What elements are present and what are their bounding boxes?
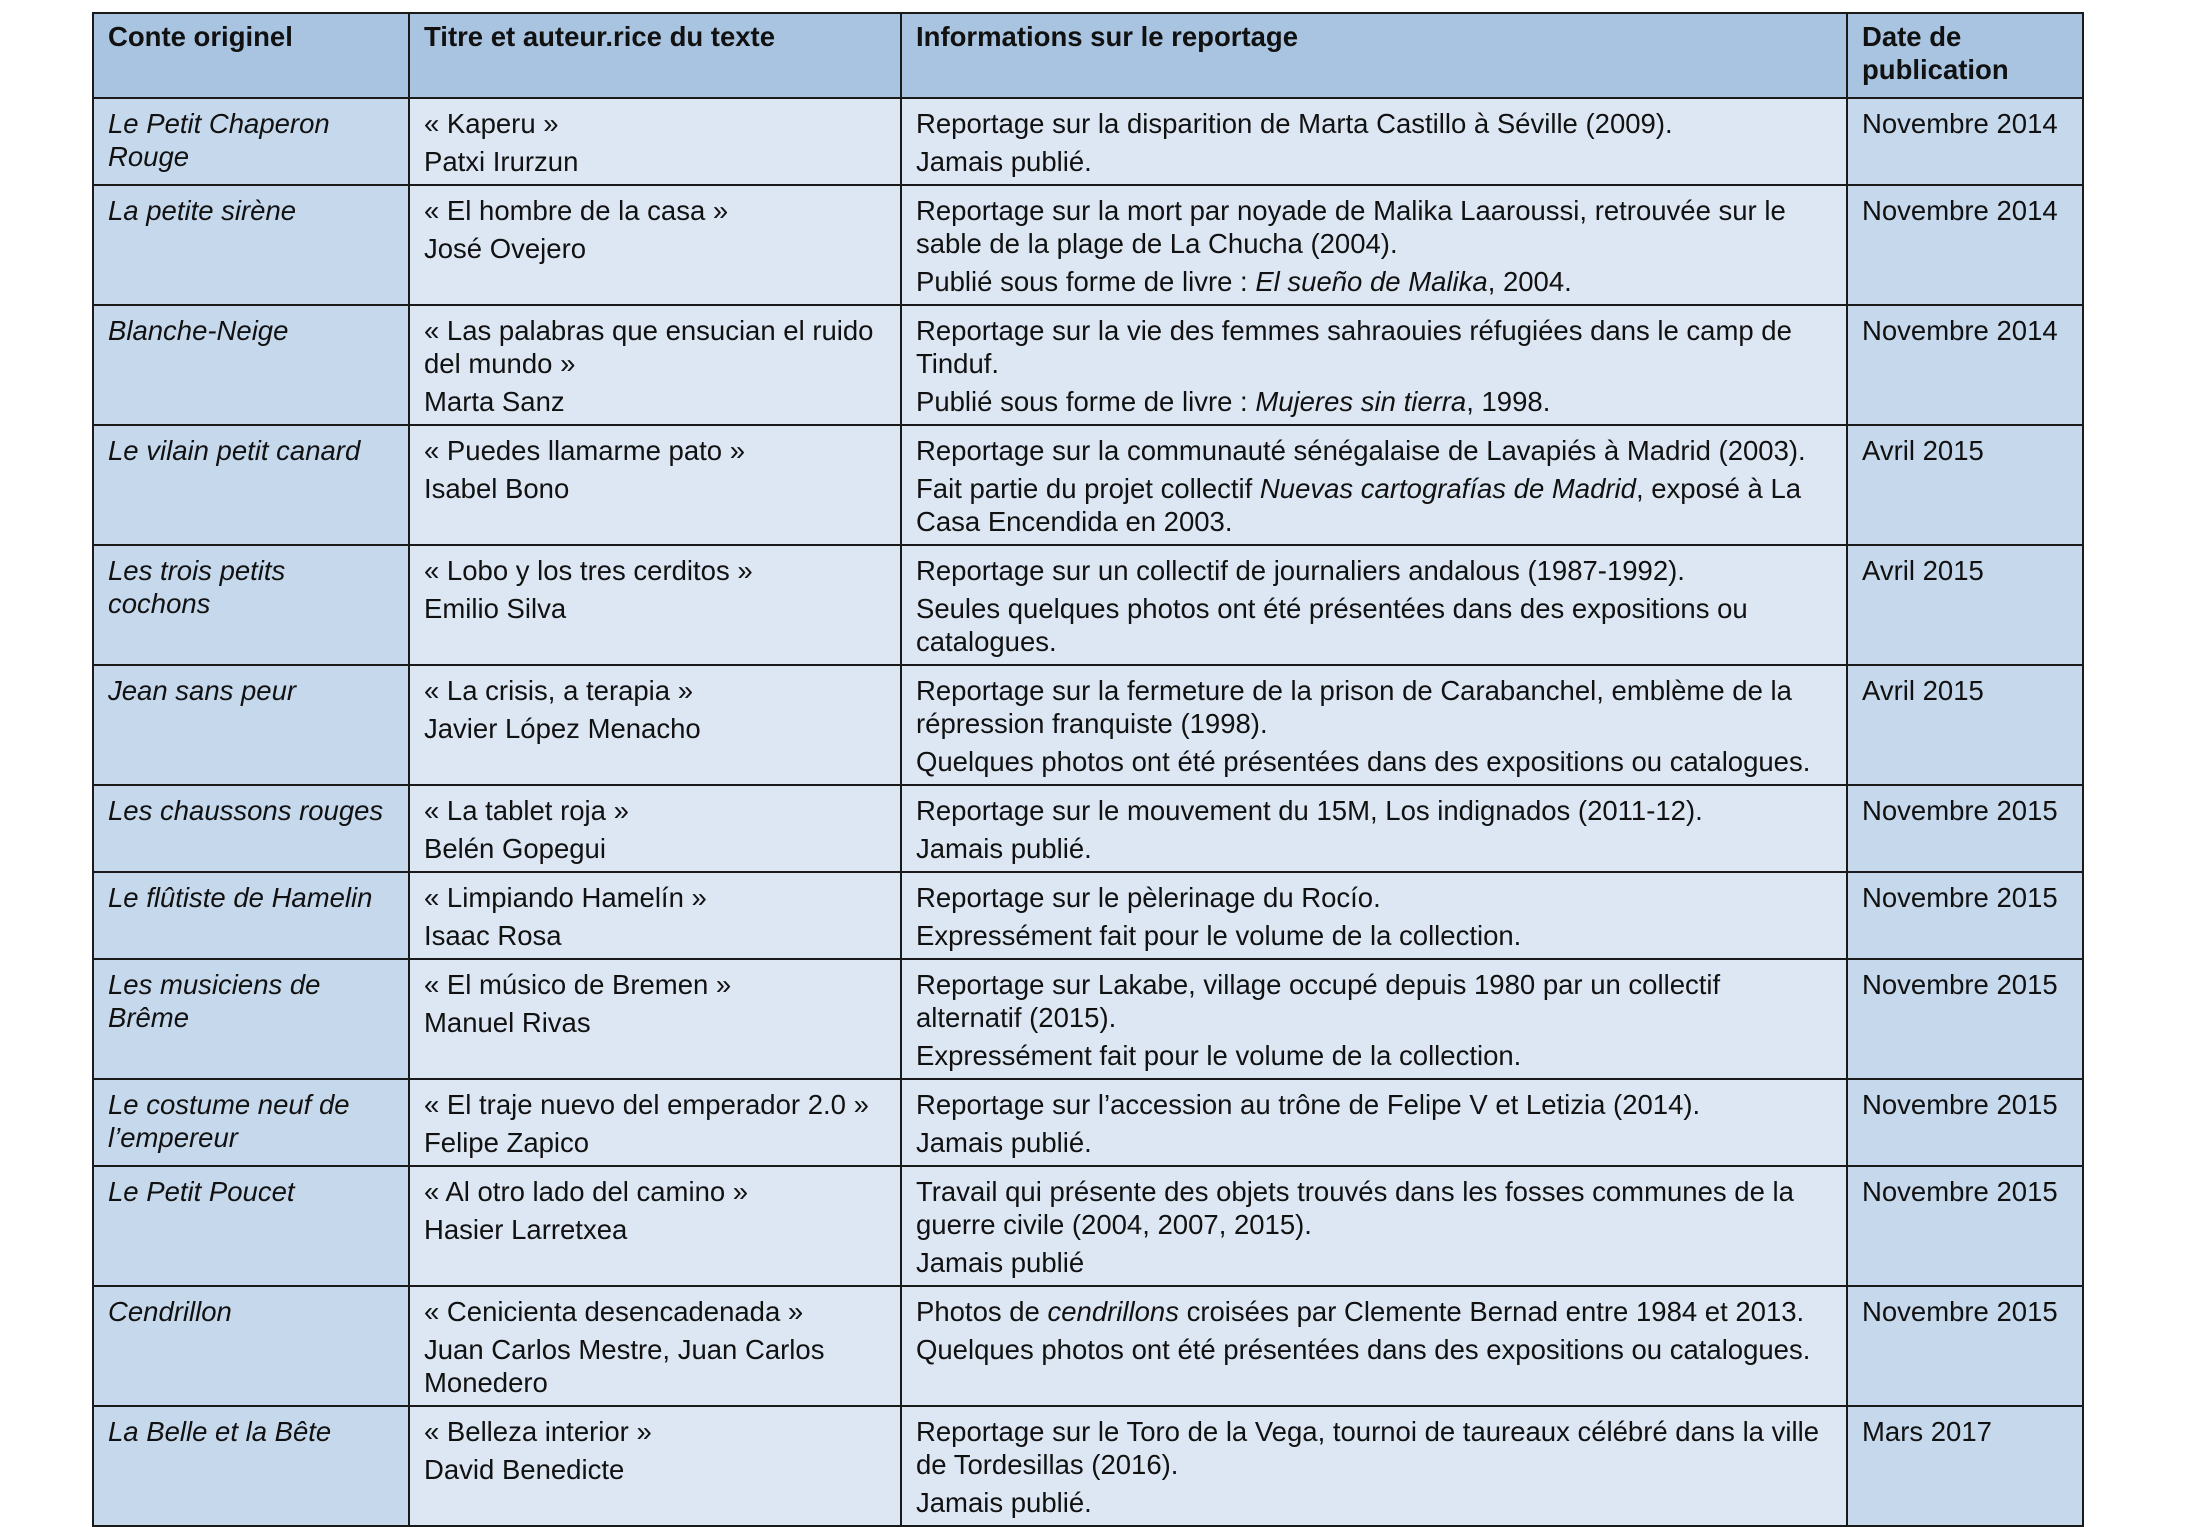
header-row <box>93 13 2083 98</box>
original-tale-cell: La Belle et la Bête <box>93 1406 409 1526</box>
text-title: « Lobo y los tres cerditos » <box>424 555 753 586</box>
report-description <box>916 1175 1832 1241</box>
text-title: « El hombre de la casa » <box>424 195 729 226</box>
text-title: « Cenicienta desencadenada » <box>424 1296 804 1327</box>
table-body <box>93 98 2083 1526</box>
text-segment: Jamais publié. <box>916 1127 1092 1158</box>
report-info-cell <box>901 959 1847 1079</box>
report-description <box>916 107 1832 140</box>
report-publication-note <box>916 1246 1832 1279</box>
publication-date-cell: Mars 2017 <box>1847 1406 2083 1526</box>
original-tale-cell: Les musiciens de Brême <box>93 959 409 1079</box>
text-segment: Travail qui présente des objets trouvés dans les fosses communes de la guerre civile (2004, 2007, 2015). <box>916 1176 1794 1240</box>
original-tale-cell: Blanche-Neige <box>93 305 409 425</box>
table-row <box>93 959 2083 1079</box>
text-title: « Puedes llamarme pato » <box>424 435 746 466</box>
text-author: Manuel Rivas <box>424 1007 591 1038</box>
publication-date-cell: Novembre 2015 <box>1847 959 2083 1079</box>
header-date: Date de publication <box>1847 13 2083 98</box>
publication-date-cell: Novembre 2014 <box>1847 305 2083 425</box>
text-author: Patxi Irurzun <box>424 146 579 177</box>
original-tale-cell: Jean sans peur <box>93 665 409 785</box>
text-title: « Belleza interior » <box>424 1416 652 1447</box>
publication-date-cell: Novembre 2015 <box>1847 872 2083 959</box>
text-segment: Reportage sur la communauté sénégalaise de Lavapiés à Madrid (2003). <box>916 435 1806 466</box>
report-publication-note <box>916 385 1832 418</box>
text-author: Felipe Zapico <box>424 1127 590 1158</box>
table-row <box>93 1286 2083 1406</box>
text-segment: Jamais publié. <box>916 833 1092 864</box>
text-title: « Al otro lado del camino » <box>424 1176 749 1207</box>
text-segment: Expressément fait pour le volume de la collection. <box>916 1040 1522 1071</box>
text-segment: , exposé à La Casa Encendida en 2003. <box>916 473 1802 537</box>
text-author: Belén Gopegui <box>424 833 606 864</box>
original-tale-cell: Cendrillon <box>93 1286 409 1406</box>
report-info-cell <box>901 425 1847 545</box>
original-tale-cell: Le flûtiste de Hamelin <box>93 872 409 959</box>
report-publication-note <box>916 145 1832 178</box>
text-title: « Kaperu » <box>424 108 559 139</box>
report-info-cell <box>901 785 1847 872</box>
text-segment: croisées par Clemente Bernad entre 1984 et 2013. <box>1178 1296 1805 1327</box>
report-publication-note <box>916 592 1832 658</box>
report-publication-note <box>916 1126 1832 1159</box>
table-row <box>93 1406 2083 1526</box>
report-description <box>916 554 1832 587</box>
text-author: Hasier Larretxea <box>424 1214 628 1245</box>
report-info-cell <box>901 1286 1847 1406</box>
original-tale-cell: Le Petit Poucet <box>93 1166 409 1286</box>
table-row <box>93 305 2083 425</box>
text-segment: Reportage sur Lakabe, village occupé depuis 1980 par un collectif alternatif (2015). <box>916 969 1721 1033</box>
text-title-author-cell <box>409 1166 901 1286</box>
text-author: Isabel Bono <box>424 473 570 504</box>
text-title: « El músico de Bremen » <box>424 969 732 1000</box>
publication-date-cell: Avril 2015 <box>1847 665 2083 785</box>
publication-date-cell: Novembre 2014 <box>1847 185 2083 305</box>
report-description <box>916 794 1832 827</box>
text-title-author-cell <box>409 305 901 425</box>
table-row <box>93 785 2083 872</box>
table-row <box>93 1166 2083 1286</box>
header-info: Informations sur le reportage <box>901 13 1847 98</box>
text-title: « La crisis, a terapia » <box>424 675 694 706</box>
text-segment: Jamais publié <box>916 1247 1085 1278</box>
text-author: David Benedicte <box>424 1454 625 1485</box>
text-segment: Jamais publié. <box>916 1487 1092 1518</box>
original-tale-cell: Les trois petits cochons <box>93 545 409 665</box>
text-author: Juan Carlos Mestre, Juan Carlos Monedero <box>424 1334 825 1398</box>
report-info-cell <box>901 545 1847 665</box>
text-segment: Reportage sur la disparition de Marta Castillo à Séville (2009). <box>916 108 1673 139</box>
text-segment: Expressément fait pour le volume de la collection. <box>916 920 1522 951</box>
publication-date-cell: Novembre 2015 <box>1847 1079 2083 1166</box>
text-segment: Reportage sur le mouvement du 15M, Los indignados (2011-12). <box>916 795 1703 826</box>
publication-date-cell: Avril 2015 <box>1847 545 2083 665</box>
report-description <box>916 1088 1832 1121</box>
text-segment: Reportage sur le Toro de la Vega, tournoi de taureaux célébré dans la ville de Tordesillas (2016). <box>916 1416 1819 1480</box>
text-segment: Quelques photos ont été présentées dans des expositions ou catalogues. <box>916 1334 1811 1365</box>
text-author: Isaac Rosa <box>424 920 562 951</box>
text-title-author-cell <box>409 1406 901 1526</box>
text-segment: Reportage sur l’accession au trône de Felipe V et Letizia (2014). <box>916 1089 1701 1120</box>
report-info-cell <box>901 665 1847 785</box>
table-row <box>93 1079 2083 1166</box>
table-row <box>93 872 2083 959</box>
italic-title: Mujeres sin tierra <box>1255 386 1467 417</box>
text-title-author-cell <box>409 98 901 185</box>
table-row <box>93 665 2083 785</box>
text-title-author-cell <box>409 785 901 872</box>
report-publication-note <box>916 1333 1832 1366</box>
original-tale-cell: La petite sirène <box>93 185 409 305</box>
report-description <box>916 1415 1832 1481</box>
report-info-cell <box>901 872 1847 959</box>
original-tale-cell: Le vilain petit canard <box>93 425 409 545</box>
text-segment: Quelques photos ont été présentées dans des expositions ou catalogues. <box>916 746 1811 777</box>
text-segment: , 2004. <box>1487 266 1572 297</box>
text-segment: Reportage sur un collectif de journaliers andalous (1987-1992). <box>916 555 1685 586</box>
text-author: José Ovejero <box>424 233 587 264</box>
text-author: Emilio Silva <box>424 593 567 624</box>
report-description <box>916 434 1832 467</box>
text-segment: Seules quelques photos ont été présentées dans des expositions ou catalogues. <box>916 593 1748 657</box>
text-segment: , 1998. <box>1466 386 1551 417</box>
text-segment: Fait partie du projet collectif <box>916 473 1260 504</box>
text-segment: Reportage sur la fermeture de la prison de Carabanchel, emblème de la répression franquiste (1998). <box>916 675 1792 739</box>
text-title-author-cell <box>409 959 901 1079</box>
text-segment: Reportage sur la mort par noyade de Malika Laaroussi, retrouvée sur le sable de la plage de La Chucha (2004). <box>916 195 1786 259</box>
text-title-author-cell <box>409 665 901 785</box>
text-title: « El traje nuevo del emperador 2.0 » <box>424 1089 869 1120</box>
report-info-cell <box>901 185 1847 305</box>
report-info-cell <box>901 305 1847 425</box>
text-title-author-cell <box>409 425 901 545</box>
report-info-cell <box>901 98 1847 185</box>
text-title-author-cell <box>409 1079 901 1166</box>
original-tale-cell: Les chaussons rouges <box>93 785 409 872</box>
header-conte: Conte originel <box>93 13 409 98</box>
original-tale-cell: Le Petit Chaperon Rouge <box>93 98 409 185</box>
publications-table <box>92 12 2084 1527</box>
report-publication-note <box>916 919 1832 952</box>
report-publication-note <box>916 1486 1832 1519</box>
text-title-author-cell <box>409 1286 901 1406</box>
publication-date-cell: Novembre 2015 <box>1847 1286 2083 1406</box>
publication-date-cell: Avril 2015 <box>1847 425 2083 545</box>
report-info-cell <box>901 1166 1847 1286</box>
report-description <box>916 314 1832 380</box>
text-title: « Las palabras que ensucian el ruido del mundo » <box>424 315 874 379</box>
text-author: Marta Sanz <box>424 386 565 417</box>
italic-title: El sueño de Malika <box>1255 266 1488 297</box>
text-segment: Photos de <box>916 1296 1048 1327</box>
text-title: « La tablet roja » <box>424 795 629 826</box>
report-description <box>916 674 1832 740</box>
report-publication-note <box>916 832 1832 865</box>
table-row <box>93 545 2083 665</box>
table-row <box>93 185 2083 305</box>
report-publication-note <box>916 1039 1832 1072</box>
text-segment: Publié sous forme de livre : <box>916 386 1256 417</box>
publication-date-cell: Novembre 2015 <box>1847 1166 2083 1286</box>
report-publication-note <box>916 745 1832 778</box>
text-author: Javier López Menacho <box>424 713 701 744</box>
table-row <box>93 98 2083 185</box>
publication-date-cell: Novembre 2014 <box>1847 98 2083 185</box>
header-titre: Titre et auteur.rice du texte <box>409 13 901 98</box>
table-row <box>93 425 2083 545</box>
italic-title: cendrillons <box>1047 1296 1179 1327</box>
text-title-author-cell <box>409 185 901 305</box>
report-info-cell <box>901 1079 1847 1166</box>
text-title-author-cell <box>409 545 901 665</box>
text-segment: Publié sous forme de livre : <box>916 266 1256 297</box>
report-description <box>916 194 1832 260</box>
text-segment: Reportage sur le pèlerinage du Rocío. <box>916 882 1381 913</box>
original-tale-cell: Le costume neuf de l’empereur <box>93 1079 409 1166</box>
report-description <box>916 1295 1832 1328</box>
report-publication-note <box>916 472 1832 538</box>
report-description <box>916 968 1832 1034</box>
report-info-cell <box>901 1406 1847 1526</box>
text-segment: Jamais publié. <box>916 146 1092 177</box>
text-title-author-cell <box>409 872 901 959</box>
publication-date-cell: Novembre 2015 <box>1847 785 2083 872</box>
italic-title: Nuevas cartografías de Madrid <box>1259 473 1636 504</box>
report-publication-note <box>916 265 1832 298</box>
text-segment: Reportage sur la vie des femmes sahraouies réfugiées dans le camp de Tinduf. <box>916 315 1792 379</box>
report-description <box>916 881 1832 914</box>
text-title: « Limpiando Hamelín » <box>424 882 707 913</box>
